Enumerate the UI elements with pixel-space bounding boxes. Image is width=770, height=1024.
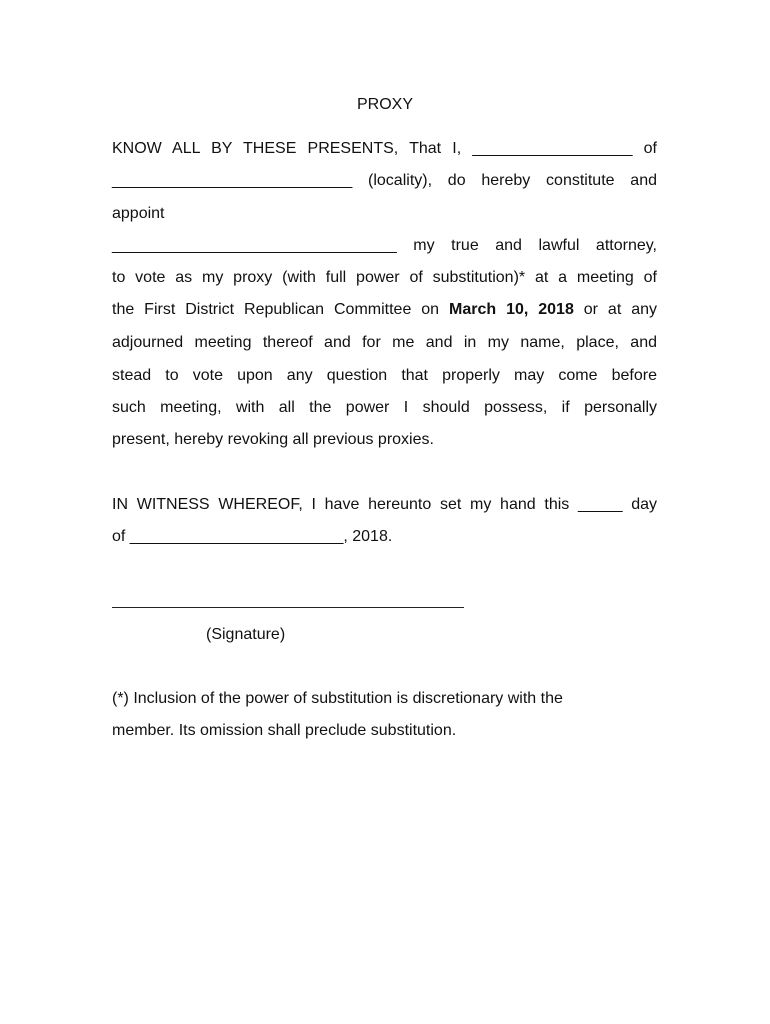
meeting-date: March 10, 2018: [449, 301, 574, 318]
paragraph1-line1: KNOW ALL BY THESE PRESENTS, That I, __________________ of: [112, 140, 657, 157]
document-title: PROXY: [356, 96, 413, 113]
paragraph1-line7: adjourned meeting thereof and for me and in my name, place, and: [112, 334, 657, 351]
paragraph1-line5: to vote as my proxy (with full power of substitution)* at a meeting of: [112, 269, 657, 286]
paragraph1-line2: ___________________________ (locality), do hereby constitute and: [112, 172, 657, 189]
paragraph1-line3: appoint: [112, 205, 165, 222]
footnote-line2: member. Its omission shall preclude substitution.: [112, 722, 457, 739]
paragraph1-line6: [112, 300, 657, 320]
witness-line2: of ________________________, 2018.: [112, 528, 393, 545]
footnote-line1: (*) Inclusion of the power of substitution is discretionary with the: [112, 690, 563, 707]
signature-label: (Signature): [206, 626, 286, 643]
paragraph1-line4: ________________________________ my true and lawful attorney,: [112, 237, 657, 254]
paragraph1-line10: present, hereby revoking all previous proxies.: [112, 431, 434, 448]
signature-line: [112, 607, 464, 608]
paragraph1-line6-before: the First District Republican Committee on: [112, 301, 450, 318]
paragraph1-line8: stead to vote upon any question that properly may come before: [112, 367, 657, 384]
paragraph1-line9: such meeting, with all the power I should possess, if personally: [112, 399, 657, 416]
witness-line1: IN WITNESS WHEREOF, I have hereunto set my hand this _____ day: [112, 496, 657, 513]
paragraph1-line6-after: or at any: [573, 301, 657, 318]
